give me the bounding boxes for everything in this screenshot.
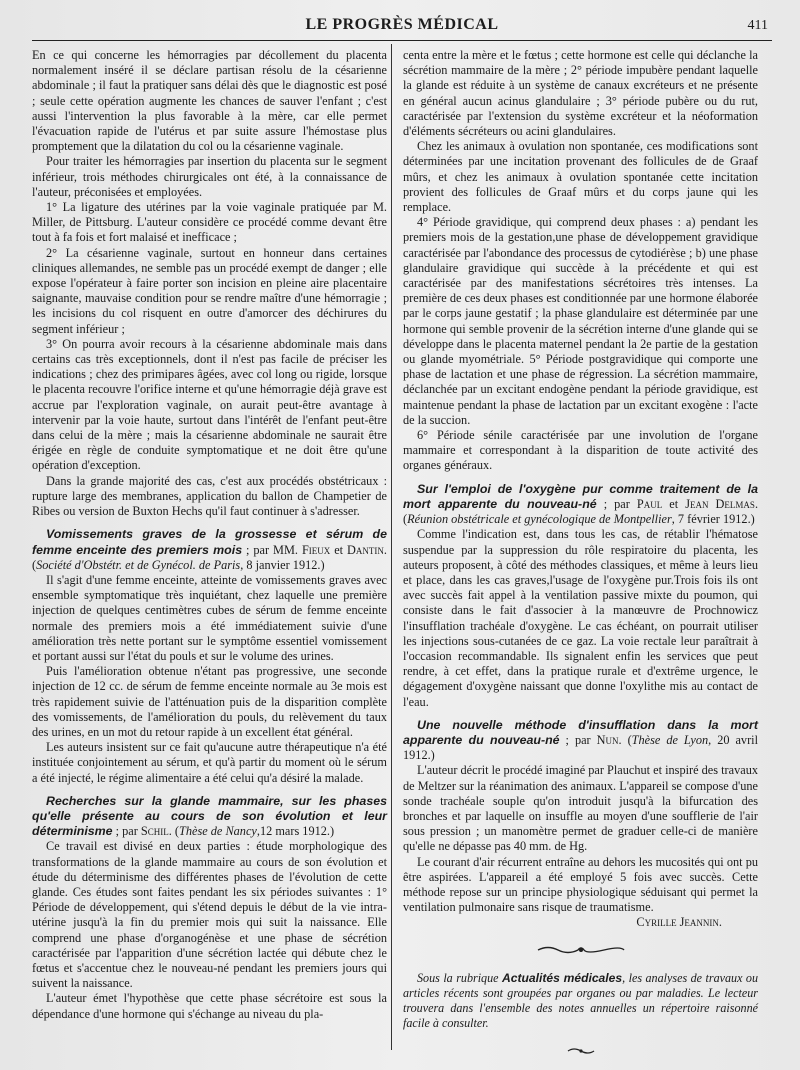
byline-text: . ( bbox=[618, 732, 632, 747]
source-reference: Réunion obstétricale et gynécologique de Montpellier bbox=[407, 512, 672, 527]
ornament-small-icon bbox=[403, 1043, 758, 1061]
source-reference: Société d'Obstétr. et de Gynécol. de Paris bbox=[36, 557, 241, 572]
text-columns bbox=[32, 48, 782, 1030]
right-column bbox=[403, 48, 759, 1030]
paragraph: Dans la grande majorité des cas, c'est aux procédés obstétricaux : rupture large des membranes, application du ballon de Champetier de Ribes ou version de Buxton Hechs qu'il faut continuer à s'adresser. bbox=[32, 473, 387, 519]
ornament-divider-icon bbox=[403, 943, 758, 961]
page-header bbox=[32, 14, 772, 41]
paragraph: L'auteur décrit le procédé imaginé par Plauchut et inspiré des travaux de Meltzer sur la réanimation des animaux. L'appareil se compose d'une sonde trachéale souple qu'on introduit jusqu'à la bifurcation des bronches et par laquelle on insuffle au moyen d'une soufflerie de l'air sous pression ; un manomètre permet de graduer celle-ci de manière qu'elle ne dépasse pas 40 mm. de Hg. bbox=[403, 763, 758, 854]
article-title: Une nouvelle méthode d'insufflation dans la mort apparente du nouveau-né bbox=[403, 717, 758, 747]
source-date: ,12 mars 1912.) bbox=[256, 824, 335, 839]
byline-text: . ( bbox=[403, 496, 759, 527]
running-title: LE PROGRÈS MÉDICAL bbox=[305, 16, 499, 33]
note-text: , les analyses de travaux ou articles récents sont groupées par organes ou par maladies. Le lecteur trouvera dans l'ensemble des notes annuelles un répertoire raisonné facile à consulter. bbox=[403, 970, 759, 1030]
article-heading bbox=[32, 794, 387, 840]
article-heading bbox=[32, 527, 387, 573]
article-heading bbox=[403, 718, 758, 764]
paragraph: Pour traiter les hémorragies par insertion du placenta sur le segment inférieur, trois méthodes chirurgicales ont été, à la connaissance de l'auteur, préconisées et employées. bbox=[32, 154, 387, 199]
page-number: 411 bbox=[747, 18, 768, 33]
source-date: , 7 février 1912.) bbox=[671, 512, 755, 527]
paragraph: Les auteurs insistent sur ce fait qu'aucune autre thérapeutique n'a été instituée conjointement au sérum, et qu'à partir du moment où le sérum a été injecté, le régime alimentaire a été celui qu'a désiré la malade. bbox=[32, 740, 387, 785]
author-name: Fieux bbox=[301, 542, 331, 557]
paragraph: L'auteur émet l'hypothèse que cette phase sécrétoire est sous la dépendance d'une hormone qui s'échange au niveau du pla- bbox=[32, 991, 387, 1021]
byline-text: ; par bbox=[596, 496, 637, 511]
article-vomissements bbox=[32, 527, 387, 785]
paragraph: centa entre la mère et le fœtus ; cette hormone est celle qui déclanche la sécrétion mammaire de la mère ; 2° période impubère pendant laquelle la glande est réduite à un système de canaux excréteurs et ne présente en général aucun acinus glandulaire ; 3° période pubère ou du rut, caractérisée par l'extension du système excréteur et la néoformation d'éléments sécréteurs ou acini glandulaires. bbox=[403, 48, 758, 139]
byline-text: ; par bbox=[112, 824, 141, 839]
editorial-note bbox=[403, 971, 758, 1031]
source-date: , 8 janvier 1912.) bbox=[240, 557, 325, 572]
paragraph: 2° La césarienne vaginale, surtout en honneur dans certaines cliniques allemandes, ne semble pas un procédé exempt de danger ; elle expose l'opérateur à faire porter son incision en pleine aire placentaire saignante, mauvaise condition pour se rendre maître d'une hémorragie ; les incisions du col risquent en outre d'amorcer des déchirures du segment inférieur ; bbox=[32, 245, 387, 336]
author-name: Paul bbox=[636, 496, 663, 511]
author-signature bbox=[403, 915, 758, 930]
left-column bbox=[32, 48, 387, 1021]
paragraph: Comme l'indication est, dans tous les cas, de rétablir l'hématose suspendue par la suppression du rôle respiratoire du placenta, les auteurs proposent, à côté des méthodes classiques, et même à leurs lieu et place, dans les cas graves,l'usage de l'oxygène pur.Trois fois ils ont avec succès fait appel à la ventilation passive mixte du poumon, qui consiste dans le fait d'associer à la manœuvre de Prochnowicz l'insufflation trachéale d'oxygène. Le cas échéant, on pourrait utiliser les injections sous-cutanées de ce gaz. La voie rectale leur paraîtrait à l'occasion recommandable. Ils signalent enfin les services que peut rendre, à cet effet, dans la pratique rurale et d'extrême urgence, le dégagement d'oxygène naissant que donne l'oxylithe mis au contact de l'eau. bbox=[403, 527, 758, 709]
paragraph: 3° On pourra avoir recours à la césarienne abdominale mais dans certains cas très exceptionnels, dont il n'est pas facile de préciser les indications ; chez des primipares âgées, avec col long ou rigide, lorsque le placenta recouvre l'orifice interne et qu'une hémorragie déjà grave est accrue par l'exploration vaginale, on aurait peut-être avantage à intervenir par la voie haute, surtout dans l'intérêt de l'enfant peut-être dans celui de la mère ; mais la césarienne abdominale ne saurait être érigée en règle de conduite symptomatique et ne doit être qu'une opération d'exception. bbox=[32, 336, 387, 473]
paragraph: Le courant d'air récurrent entraîne au dehors les mucosités qui ont pu être aspirées. L'appareil a été employé 5 fois avec succès. Cette méthode repose sur un principe physiologique séduisant qui permet la ventilation pulmonaire sans risque de traumatisme. bbox=[403, 854, 758, 915]
byline-text: ; par bbox=[559, 732, 597, 747]
byline-text: ; par MM. bbox=[242, 542, 302, 557]
author-name: Dantin bbox=[347, 542, 384, 557]
paragraph: Il s'agit d'une femme enceinte, atteinte de vomissements graves avec ensemble symptomatique très inquiétant, chez laquelle une première injection de quelques centimètres cubes de sérum de femme enceinte normale des premiers mois a été immédiatement suivie d'une amélioration très nette portant sur le symptôme essentiel vomissement et portant aussi sur l'état du pouls et sur le volume des urines. bbox=[32, 572, 387, 663]
article-title: Recherches sur la glande mammaire, sur les phases qu'elle présente au cours de son évolution et leur déterminisme bbox=[32, 793, 387, 839]
article-glande-mammaire bbox=[32, 794, 387, 1022]
source-date: , 20 avril 1912.) bbox=[403, 732, 759, 763]
author-name: Schil bbox=[140, 824, 169, 839]
paragraph: 4° Période gravidique, qui comprend deux phases : a) pendant les premiers mois de la gestation,une phase de développement gravidique caractérisée par l'abondance des processus de cytodiérèse ; b) une phase glandulaire gravidique qui succède à la précédente et qui est caractérisée par des manifestations sécrétoires très intenses. La première de ces deux phases est conditionnée par une hormone élaborée par le corps jaune gestatif ; la phase glandulaire est déterminée par une hormone qui semble provenir de la sécrétion interne d'une glande qui se développe dans le placenta maternel pendant la 2e partie de la gestation ou glande myométriale. 5° Période postgravidique qui comporte une phase de lactation et une phase de régression. La sécrétion mammaire, déclanchée par un excitant endogène pendant la période gravidique, est maintenue pendant la phase de lactation par un excitant exogène : l'acte de la succion. bbox=[403, 215, 758, 427]
byline-text: . ( bbox=[32, 542, 387, 572]
article-insufflation bbox=[403, 718, 758, 931]
source-reference: Thèse de Nancy bbox=[179, 824, 257, 839]
paragraph: 1° La ligature des utérines par la voie vaginale pratiquée par M. Miller, de Pittsburg. L'auteur considère ce procédé comme devant être tout à fa fois et fort malaisé et inefficace ; bbox=[32, 200, 387, 245]
article-heading bbox=[403, 482, 758, 528]
signature-text: Cyrille Jeannin. bbox=[636, 915, 722, 930]
paragraph: En ce qui concerne les hémorragies par décollement du placenta normalement inséré il se déclare partisan résolu de la césarienne abdominale ; il faut la pratiquer sans délai dès que le diagnostic est posé ; seule cette opération augmente les chances de sauver l'enfant ; c'est aussi l'intervention la plus favorable à la mère, car elle permet l'évacuation rapide de l'utérus et par suite assure l'hémostase plus promptement que la dilatation du col ou la césarienne vaginale. bbox=[32, 48, 387, 154]
paragraph: Ce travail est divisé en deux parties : étude morphologique des transformations de la glande mammaire au cours de son évolution et étude du déterminisme des différentes phases de l'évolution de cette glande. Ces études sont faites pendant les six périodes suivantes : 1° Période de développement, qui s'étend depuis le début de la vie intra-utérine jusqu'à la fin du premier mois qui suit la naissance. Elle comprend une phase d'organogénèse et une phase de sécrétion caractérisée par l'apparition d'une sécrétion lactée qui débute chez le fœtus et s'accentue chez le nouveau-né pendant les premiers jours qui suivent la naissance. bbox=[32, 839, 387, 991]
note-rubric: Actualités médicales bbox=[502, 970, 623, 985]
paragraph: Puis l'amélioration obtenue n'étant pas progressive, une seconde injection de 12 cc. de sérum de femme enceinte normale au 3e mois est très rapidement suivie de l'atténuation puis de la disparition complète des vomissements, de l'amélioration du pouls, du relèvement du taux des urines, en un mot du retour rapide à un excellent état général. bbox=[32, 664, 387, 739]
byline-text: et bbox=[330, 542, 348, 557]
source-reference: Thèse de Lyon bbox=[631, 732, 709, 747]
article-title: Vomissements graves de la grossesse et sérum de femme enceinte des premiers mois bbox=[32, 527, 387, 557]
byline-text: et bbox=[662, 496, 686, 511]
author-name: Nun bbox=[596, 732, 619, 747]
note-text: Sous la rubrique bbox=[417, 970, 502, 985]
author-name: Jean Delmas bbox=[685, 496, 755, 511]
article-oxygene bbox=[403, 482, 758, 710]
paragraph: 6° Période sénile caractérisée par une involution de l'organe mammaire et correspondant à la disparition de toute activité des organes généraux. bbox=[403, 428, 758, 473]
paragraph: Chez les animaux à ovulation non spontanée, ces modifications sont déterminées par une incitation provenant des follicules de de Graaf mûrs, et chez les animaux à ovulation spontanée cette incitation provient des follicules de Graaf mûrs et du corps jaune qui les remplace. bbox=[403, 139, 758, 215]
article-title: Sur l'emploi de l'oxygène pur comme traitement de la mort apparente du nouveau-né bbox=[403, 481, 758, 511]
byline-text: . ( bbox=[168, 824, 180, 839]
